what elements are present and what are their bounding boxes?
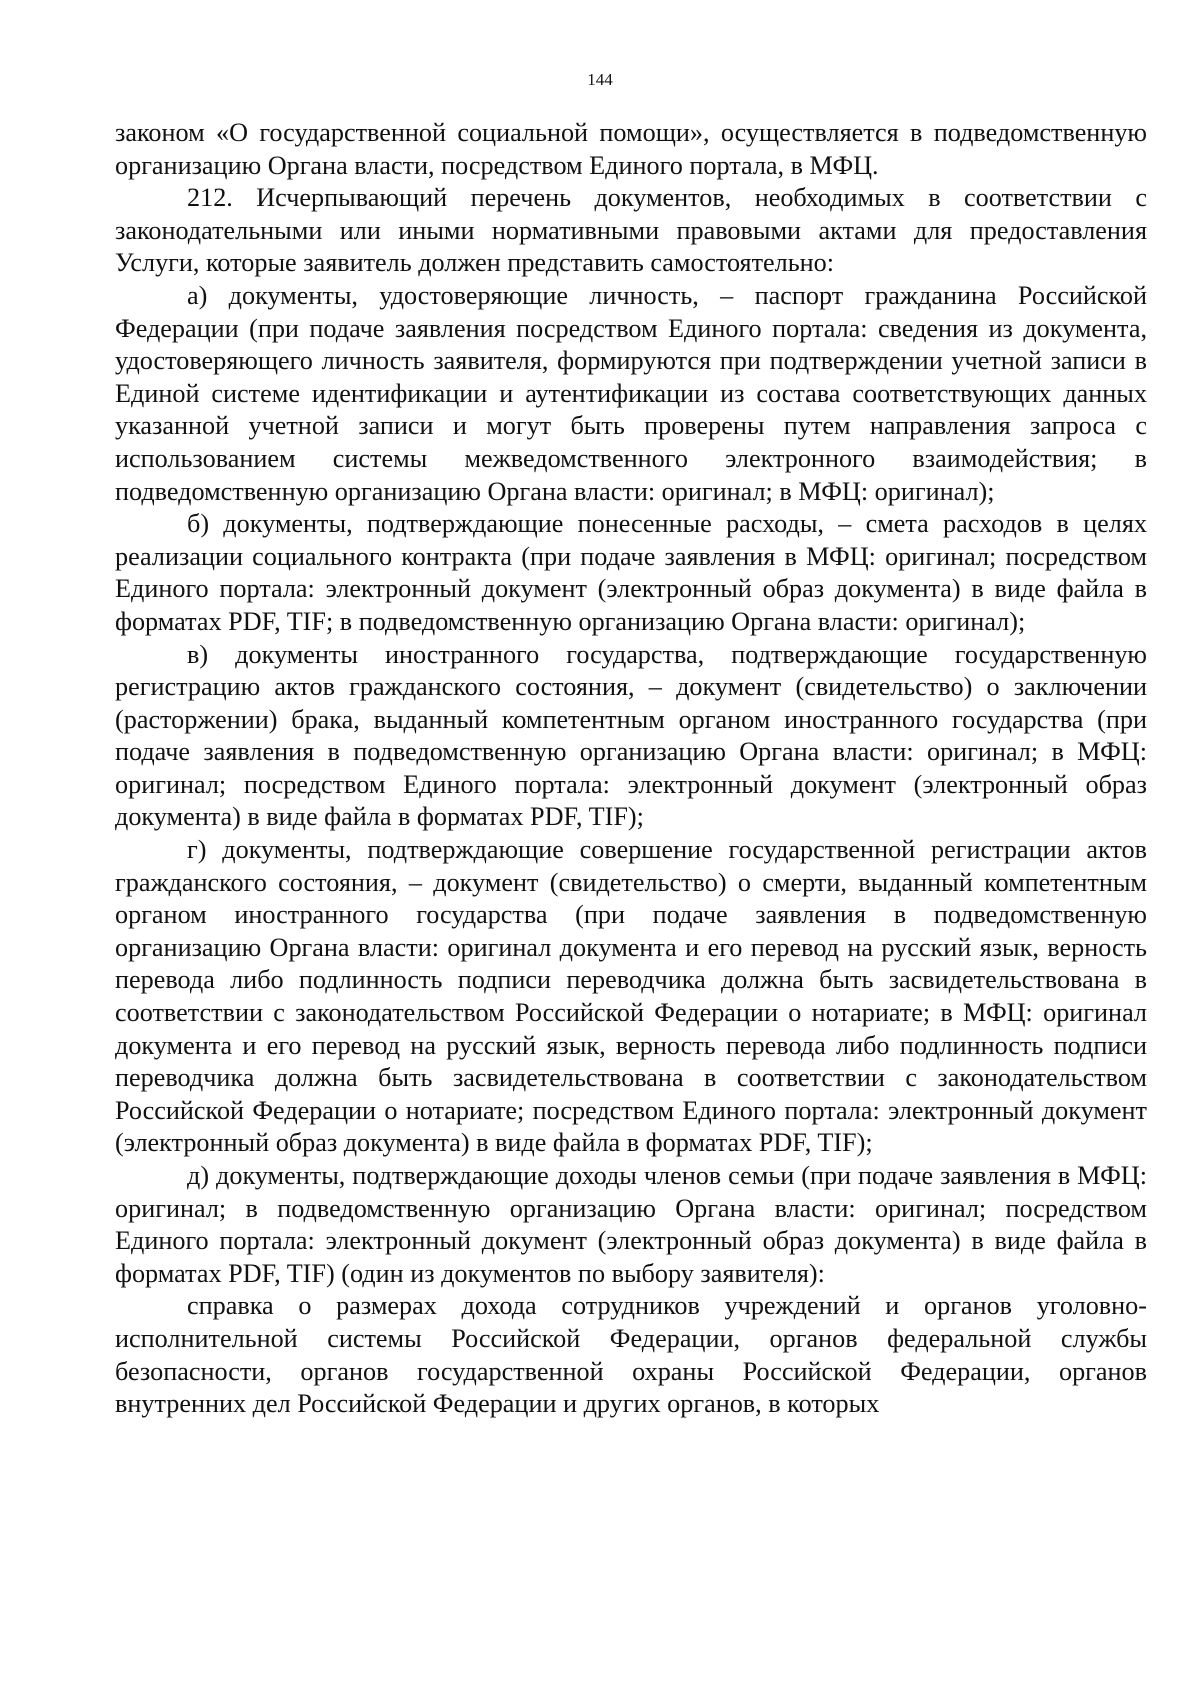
paragraph-212: 212. Исчерпывающий перечень документов, необходимых в соответствии с законодательными или иными нормативными правовыми актами для предоставления Услуги, которые заявитель должен представить самостоятельно: — [115, 183, 1147, 278]
page-number: 144 — [587, 70, 613, 89]
income-certificate-paragraph: справка о размерах дохода сотрудников учреждений и органов уголовно-исполнительной системы Российской Федерации, органов федеральной службы безопасности, органов государственной охраны Российской Федерации, органов внутренних дел Российской Федерации и других органов, в которых — [115, 1291, 1147, 1419]
list-item-b: б) документы, подтверждающие понесенные расходы, – смета расходов в целях реализации социального контракта (при подаче заявления в МФЦ: оригинал; посредством Единого портала: электронный документ (электронный образ документа) в виде файла в форматах PDF, TIF; в подведомственную организацию Органа власти: оригинал); — [115, 509, 1147, 636]
list-item-v: в) документы иностранного государства, подтверждающие государственную регистрацию актов гражданского состояния, – документ (свидетельство) о заключении (расторжении) брака, выданный компетентным органом иностранного государства (при подаче заявления в подведомственную организацию Органа власти: оригинал; в МФЦ: оригинал; посредством Единого портала: электронный документ (электронный образ документа) в виде файла в форматах PDF, TIF); — [115, 639, 1147, 832]
list-item-a: а) документы, удостоверяющие личность, – паспорт гражданина Российской Федерации (при подаче заявления посредством Единого портала: сведения из документа, удостоверяющего личность заявителя, формируются при подтверждении учетной записи в Единой системе идентификации и аутентификации из состава соответствующих данных указанной учетной записи и могут быть проверены путем направления запроса с использованием системы межведомственного электронного взаимодействия; в подведомственную организацию Органа власти: оригинал; в МФЦ: оригинал); — [115, 280, 1147, 506]
paragraph-continuation: законом «О государственной социальной помощи», осуществляется в подведомственную организацию Органа власти, посредством Единого портала, в МФЦ. — [115, 118, 1147, 180]
list-item-d: д) документы, подтверждающие доходы членов семьи (при подаче заявления в МФЦ: оригинал; в подведомственную организацию Органа власти: оригинал; посредством Единого портала: электронный документ (электронный образ документа) в виде файла в форматах PDF, TIF) (один из документов по выбору заявителя): — [115, 1161, 1147, 1288]
document-body — [115, 117, 1147, 1421]
list-item-g: г) документы, подтверждающие совершение государственной регистрации актов гражданского состояния, – документ (свидетельство) о смерти, выданный компетентным органом иностранного государства (при подаче заявления в подведомственную организацию Органа власти: оригинал документа и его перевод на русский язык, верность перевода либо подлинность подписи переводчика должна быть засвидетельствована в соответствии с законодательством Российской Федерации о нотариате; в МФЦ: оригинал документа и его перевод на русский язык, верность перевода либо подлинность подписи переводчика должна быть засвидетельствована в соответствии с законодательством Российской Федерации о нотариате; посредством Единого портала: электронный документ (электронный образ документа) в виде файла в форматах PDF, TIF); — [115, 835, 1147, 1158]
